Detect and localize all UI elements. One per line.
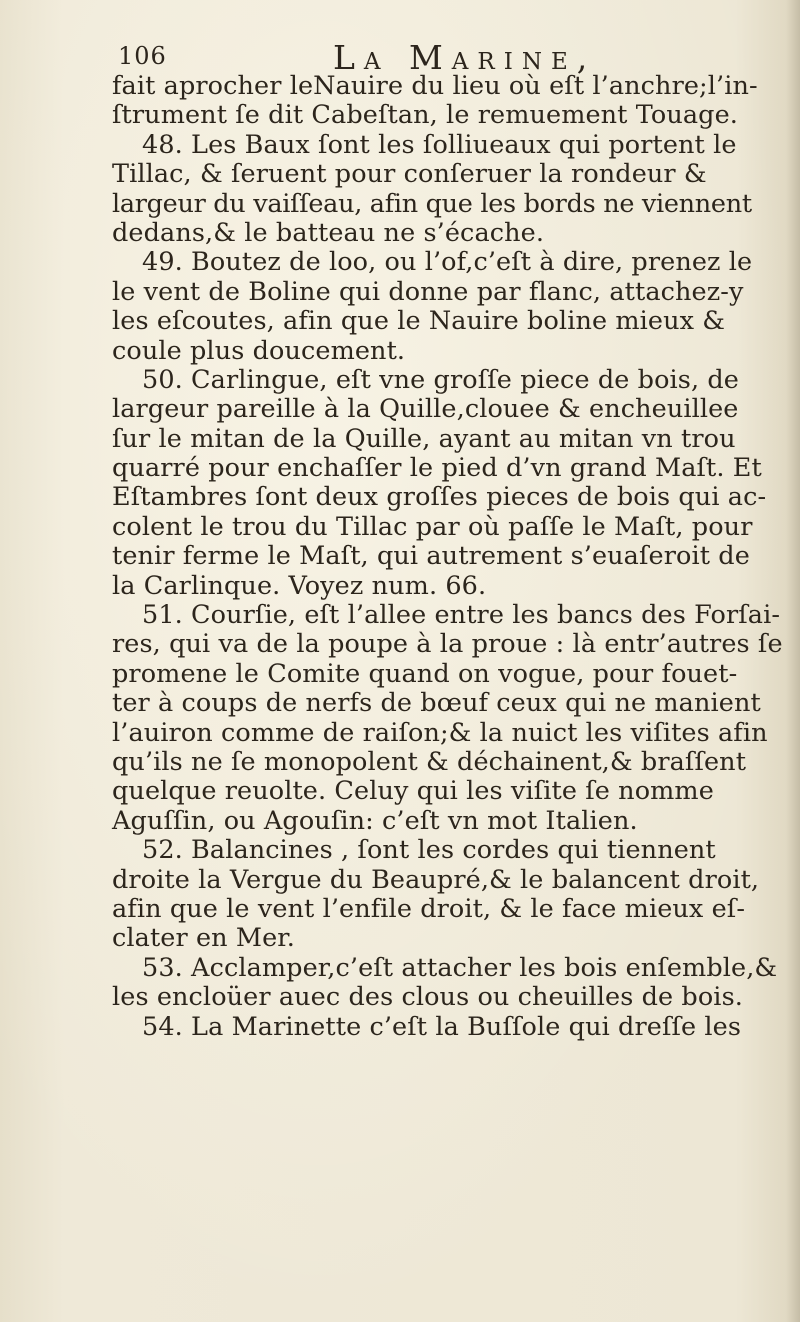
entry-48-start: 48. Les Baux ſont les ſolliueaux qui portent le: [142, 129, 737, 160]
text-line: Tillac, & ſeruent pour conſeruer la rondeur &: [112, 159, 707, 190]
text-line: largeur du vaiſſeau, afin que les bords ne viennent: [112, 188, 752, 219]
text-line: fait aprocher leNauire du lieu où eſt l’anchre;l’in-: [112, 71, 758, 101]
text-line: qu’ils ne ſe monopolent & déchainent,& braſſent: [112, 746, 747, 777]
text-line: clater en Mer.: [112, 923, 295, 954]
text-line: ſur le mitan de la Quille, ayant au mitan vn trou: [112, 423, 736, 454]
body-text: [112, 72, 792, 1042]
text-line: l’auiron comme de raiſon;& la nuict les viſites afin: [112, 717, 768, 748]
text-line: dedans,& le batteau ne s’écache.: [112, 217, 545, 248]
text-line: Eſtambres ſont deux groſſes pieces de bois qui ac-: [112, 482, 767, 513]
text-line: afin que le vent l’enfile droit, & le face mieux eſ-: [112, 893, 746, 924]
text-line: la Carlinque. Voyez num. 66.: [112, 570, 487, 601]
entry-53-start: 53. Acclamper,c’eſt attacher les bois enſemble,&: [142, 952, 778, 983]
running-head: La Marine,: [333, 38, 597, 77]
text-line: ter à coups de nerfs de bœuf ceux qui ne manient: [112, 688, 761, 719]
entry-51-start: 51. Courſie, eſt l’allee entre les bancs des Forſai-: [142, 600, 781, 631]
text-line: tenir ferme le Maſt, qui autrement s’euaſeroit de: [112, 541, 750, 572]
text-line: droite la Vergue du Beaupré,& le balancent droit,: [112, 864, 760, 895]
text-line: ſtrument ſe dit Cabeſtan, le remuement Touage.: [112, 100, 738, 131]
entry-52-start: 52. Balancines , ſont les cordes qui tiennent: [142, 835, 716, 866]
text-line: coule plus doucement.: [112, 335, 406, 366]
text-line: les eſcoutes, afin que le Nauire boline mieux &: [112, 306, 726, 337]
text-line: quelque reuolte. Celuy qui les viſite ſe nomme: [112, 776, 714, 807]
entry-50-start: 50. Carlingue, eſt vne groſſe piece de bois, de: [142, 364, 740, 395]
text-line: res, qui va de la poupe à la proue : là entr’autres ſe: [112, 629, 783, 660]
text-line: les encloüer auec des clous ou cheuilles de bois.: [112, 982, 743, 1013]
text-line: colent le trou du Tillac par où paſſe le Maſt, pour: [112, 511, 753, 542]
text-line: largeur pareille à la Quille,clouee & encheuillee: [112, 394, 739, 425]
text-line: promene le Comite quand on vogue, pour fouet-: [112, 658, 738, 689]
page-number: 106: [118, 42, 167, 70]
entry-54-start: 54. La Marinette c’eſt la Buſſole qui dreſſe les: [142, 1011, 742, 1042]
text-line: Aguſſin, ou Agouſin: c’eſt vn mot Italien.: [112, 805, 638, 836]
text-line: quarré pour enchaſſer le pied d’vn grand Maſt. Et: [112, 453, 762, 484]
entry-49-start: 49. Boutez de loo, ou l’of,c’eſt à dire, prenez le: [142, 247, 753, 278]
text-line: le vent de Boline qui donne par flanc, attachez-y: [112, 276, 744, 307]
